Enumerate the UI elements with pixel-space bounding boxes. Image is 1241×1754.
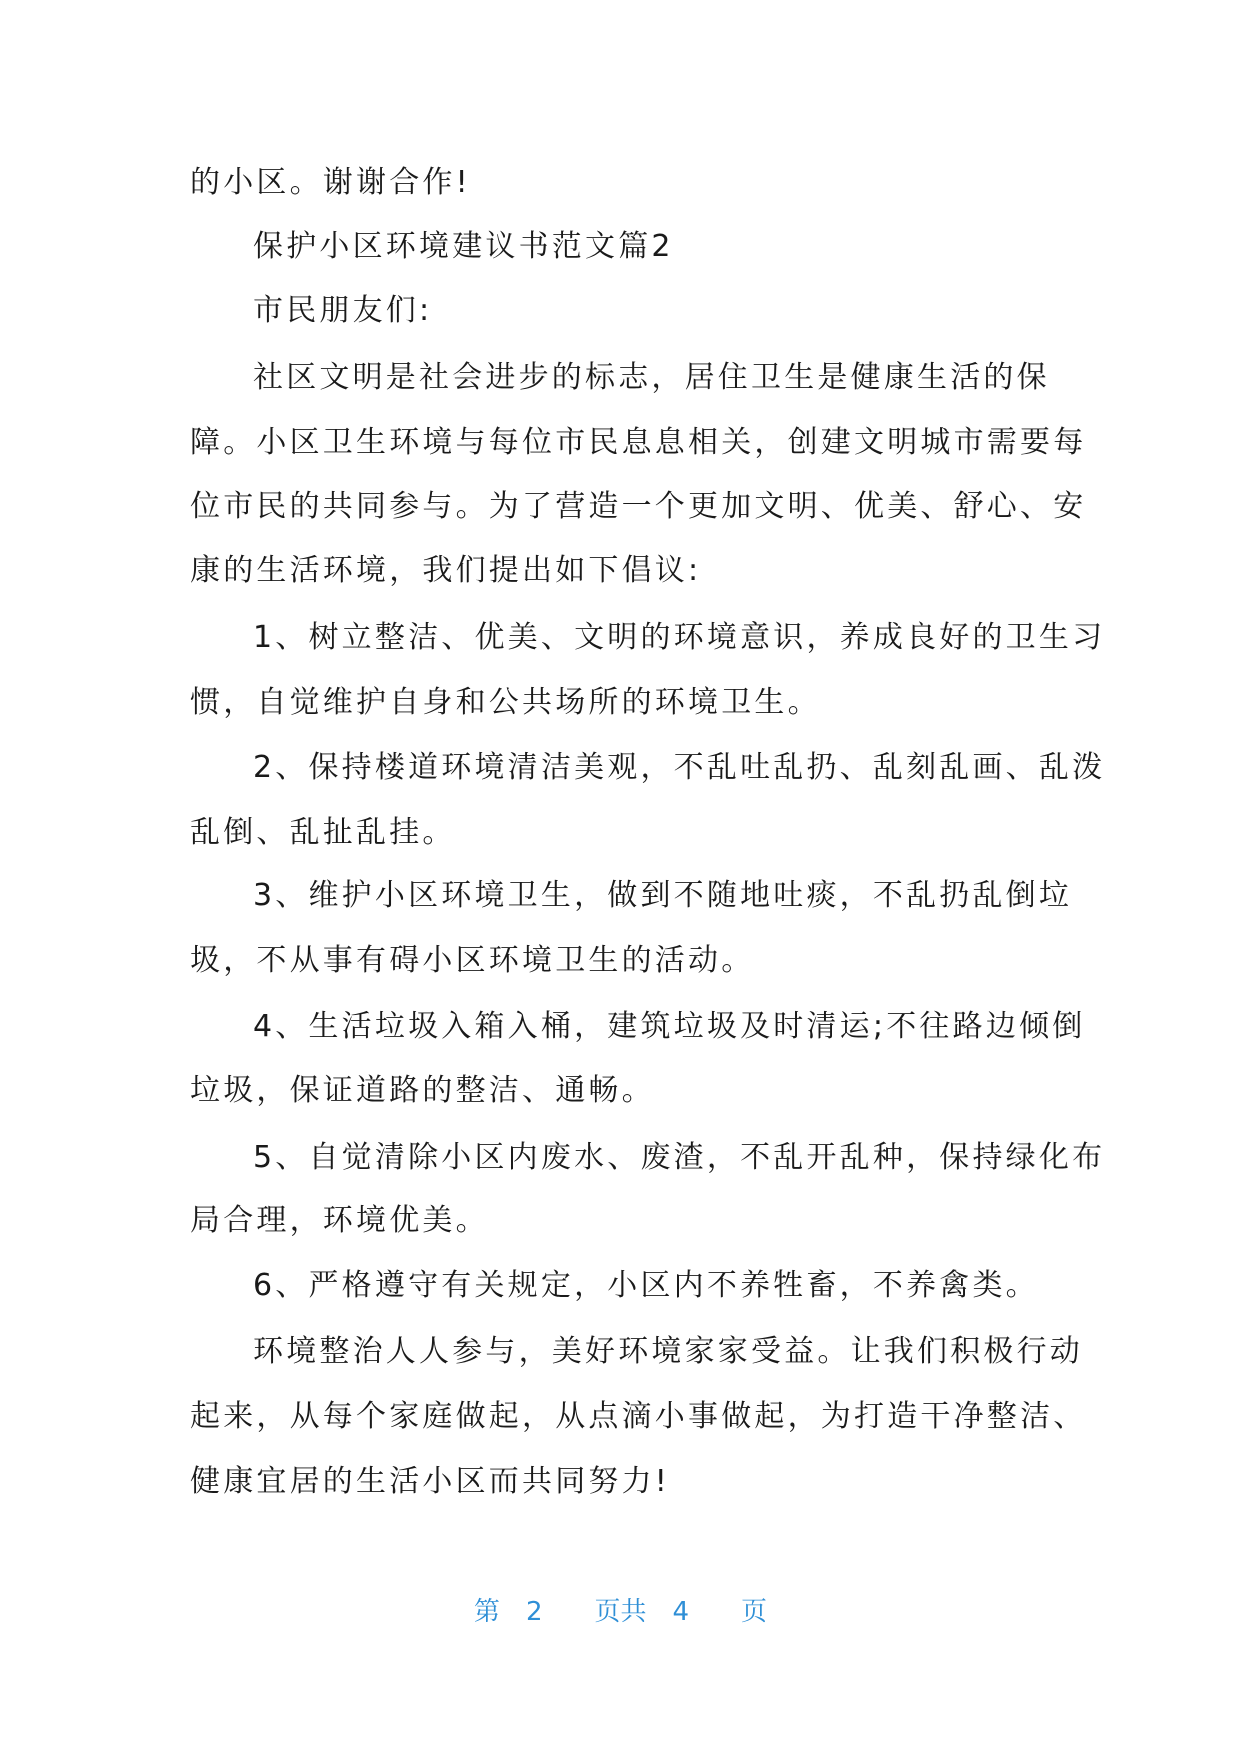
- closing-line-2: 起来，从每个家庭做起，从点滴小事做起，为打造干净整洁、: [190, 1399, 1087, 1434]
- text-line-7: 康的生活环境，我们提出如下倡议:: [190, 553, 702, 588]
- footer-total-pages: 4: [672, 1597, 690, 1627]
- footer-current-page: 2: [525, 1597, 543, 1627]
- list-item-1-line-1: 1、树立整洁、优美、文明的环境意识，养成良好的卫生习: [253, 620, 1106, 655]
- text-line-1: 的小区。谢谢合作!: [190, 165, 471, 200]
- footer-middle: 页共: [594, 1597, 647, 1627]
- text-line-6: 位市民的共同参与。为了营造一个更加文明、优美、舒心、安: [190, 489, 1087, 524]
- closing-line-3: 健康宜居的生活小区而共同努力!: [190, 1464, 671, 1499]
- footer-prefix: 第: [473, 1597, 500, 1627]
- list-item-2-line-1: 2、保持楼道环境清洁美观，不乱吐乱扔、乱刻乱画、乱泼: [253, 750, 1106, 785]
- list-item-4-line-2: 垃圾，保证道路的整洁、通畅。: [190, 1073, 655, 1108]
- list-item-3-line-1: 3、维护小区环境卫生，做到不随地吐痰，不乱扔乱倒垃: [253, 878, 1073, 913]
- list-item-5-line-1: 5、自觉清除小区内废水、废渣，不乱开乱种，保持绿化布: [253, 1140, 1106, 1175]
- list-item-3-line-2: 圾，不从事有碍小区环境卫生的活动。: [190, 943, 755, 978]
- list-item-2-line-2: 乱倒、乱扯乱挂。: [190, 815, 456, 850]
- text-line-5: 障。小区卫生环境与每位市民息息相关，创建文明城市需要每: [190, 425, 1087, 460]
- page-footer: [0, 1592, 1241, 1632]
- section-heading: 保护小区环境建议书范文篇2: [253, 229, 674, 264]
- closing-line-1: 环境整治人人参与，美好环境家家受益。让我们积极行动: [253, 1334, 1083, 1369]
- footer-suffix: 页: [741, 1597, 768, 1627]
- list-item-1-line-2: 惯，自觉维护自身和公共场所的环境卫生。: [190, 685, 821, 720]
- list-item-5-line-2: 局合理，环境优美。: [190, 1203, 489, 1238]
- list-item-4-line-1: 4、生活垃圾入箱入桶，建筑垃圾及时清运;不往路边倾倒: [253, 1009, 1086, 1044]
- list-item-6: 6、严格遵守有关规定，小区内不养牲畜，不养禽类。: [253, 1268, 1039, 1303]
- salutation: 市民朋友们:: [253, 293, 433, 328]
- text-line-4: 社区文明是社会进步的标志，居住卫生是健康生活的保: [253, 360, 1050, 395]
